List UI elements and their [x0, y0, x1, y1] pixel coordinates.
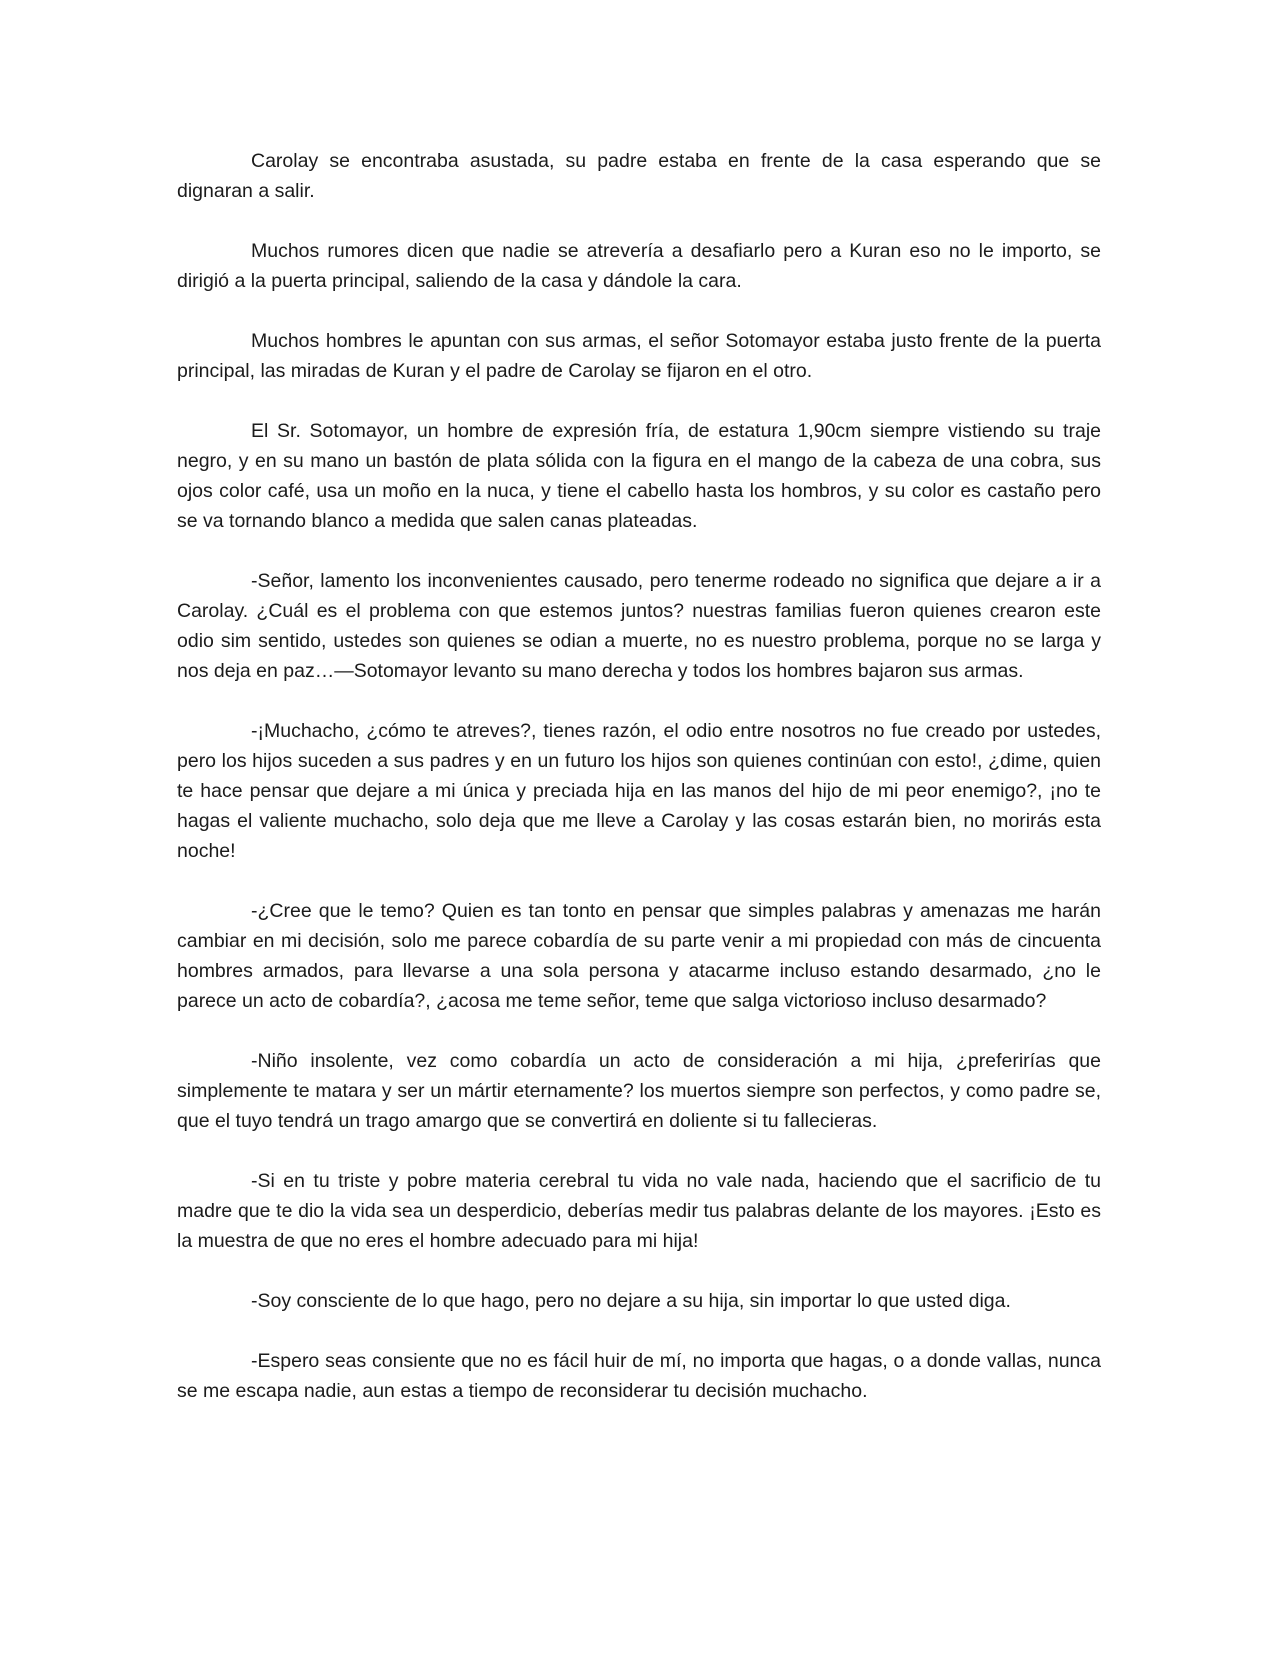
paragraph: -¿Cree que le temo? Quien es tan tonto en pensar que simples palabras y amenazas me harán cambiar en mi decisión, solo me parece cobardía de su parte venir a mi propiedad con más de cincuenta hombres armados, para llevarse a una sola persona y atacarme incluso estando desarmado, ¿no le parece un acto de cobardía?, ¿acosa me teme señor, teme que salga victorioso incluso desarmado?: [177, 900, 1101, 1012]
paragraph: Carolay se encontraba asustada, su padre estaba en frente de la casa esperando que se dignaran a salir.: [177, 150, 1101, 202]
paragraph: -Niño insolente, vez como cobardía un acto de consideración a mi hija, ¿preferirías que simplemente te matara y ser un mártir eternamente? los muertos siempre son perfectos, y como padre se, que el tuyo tendrá un trago amargo que se convertirá en doliente si tu fallecieras.: [177, 1050, 1101, 1132]
paragraph: El Sr. Sotomayor, un hombre de expresión fría, de estatura 1,90cm siempre vistiendo su traje negro, y en su mano un bastón de plata sólida con la figura en el mango de la cabeza de una cobra, sus ojos color café, usa un moño en la nuca, y tiene el cabello hasta los hombros, y su color es castaño pero se va tornando blanco a medida que salen canas plateadas.: [177, 420, 1101, 532]
paragraph: -Espero seas consiente que no es fácil huir de mí, no importa que hagas, o a donde vallas, nunca se me escapa nadie, aun estas a tiempo de reconsiderar tu decisión muchacho.: [177, 1350, 1101, 1402]
paragraph: Muchos rumores dicen que nadie se atrevería a desafiarlo pero a Kuran eso no le importo, se dirigió a la puerta principal, saliendo de la casa y dándole la cara.: [177, 240, 1101, 292]
document-body: [177, 146, 1101, 1436]
paragraph: -Si en tu triste y pobre materia cerebral tu vida no vale nada, haciendo que el sacrificio de tu madre que te dio la vida sea un desperdicio, deberías medir tus palabras delante de los mayores. ¡Esto es la muestra de que no eres el hombre adecuado para mi hija!: [177, 1170, 1101, 1252]
paragraph: -Señor, lamento los inconvenientes causado, pero tenerme rodeado no significa que dejare a ir a Carolay. ¿Cuál es el problema con que estemos juntos? nuestras familias fueron quienes crearon este odio sim sentido, ustedes son quienes se odian a muerte, no es nuestro problema, porque no se larga y nos deja en paz…—Sotomayor levanto su mano derecha y todos los hombres bajaron sus armas.: [177, 570, 1101, 682]
paragraph: -¡Muchacho, ¿cómo te atreves?, tienes razón, el odio entre nosotros no fue creado por ustedes, pero los hijos suceden a sus padres y en un futuro los hijos son quienes continúan con esto!, ¿dime, quien te hace pensar que dejare a mi única y preciada hija en las manos del hijo de mi peor enemigo?, ¡no te hagas el valiente muchacho, solo deja que me lleve a Carolay y las cosas estarán bien, no morirás esta noche!: [177, 720, 1101, 862]
paragraph: -Soy consciente de lo que hago, pero no dejare a su hija, sin importar lo que usted diga.: [251, 1290, 1011, 1312]
paragraph: Muchos hombres le apuntan con sus armas, el señor Sotomayor estaba justo frente de la puerta principal, las miradas de Kuran y el padre de Carolay se fijaron en el otro.: [177, 330, 1101, 382]
